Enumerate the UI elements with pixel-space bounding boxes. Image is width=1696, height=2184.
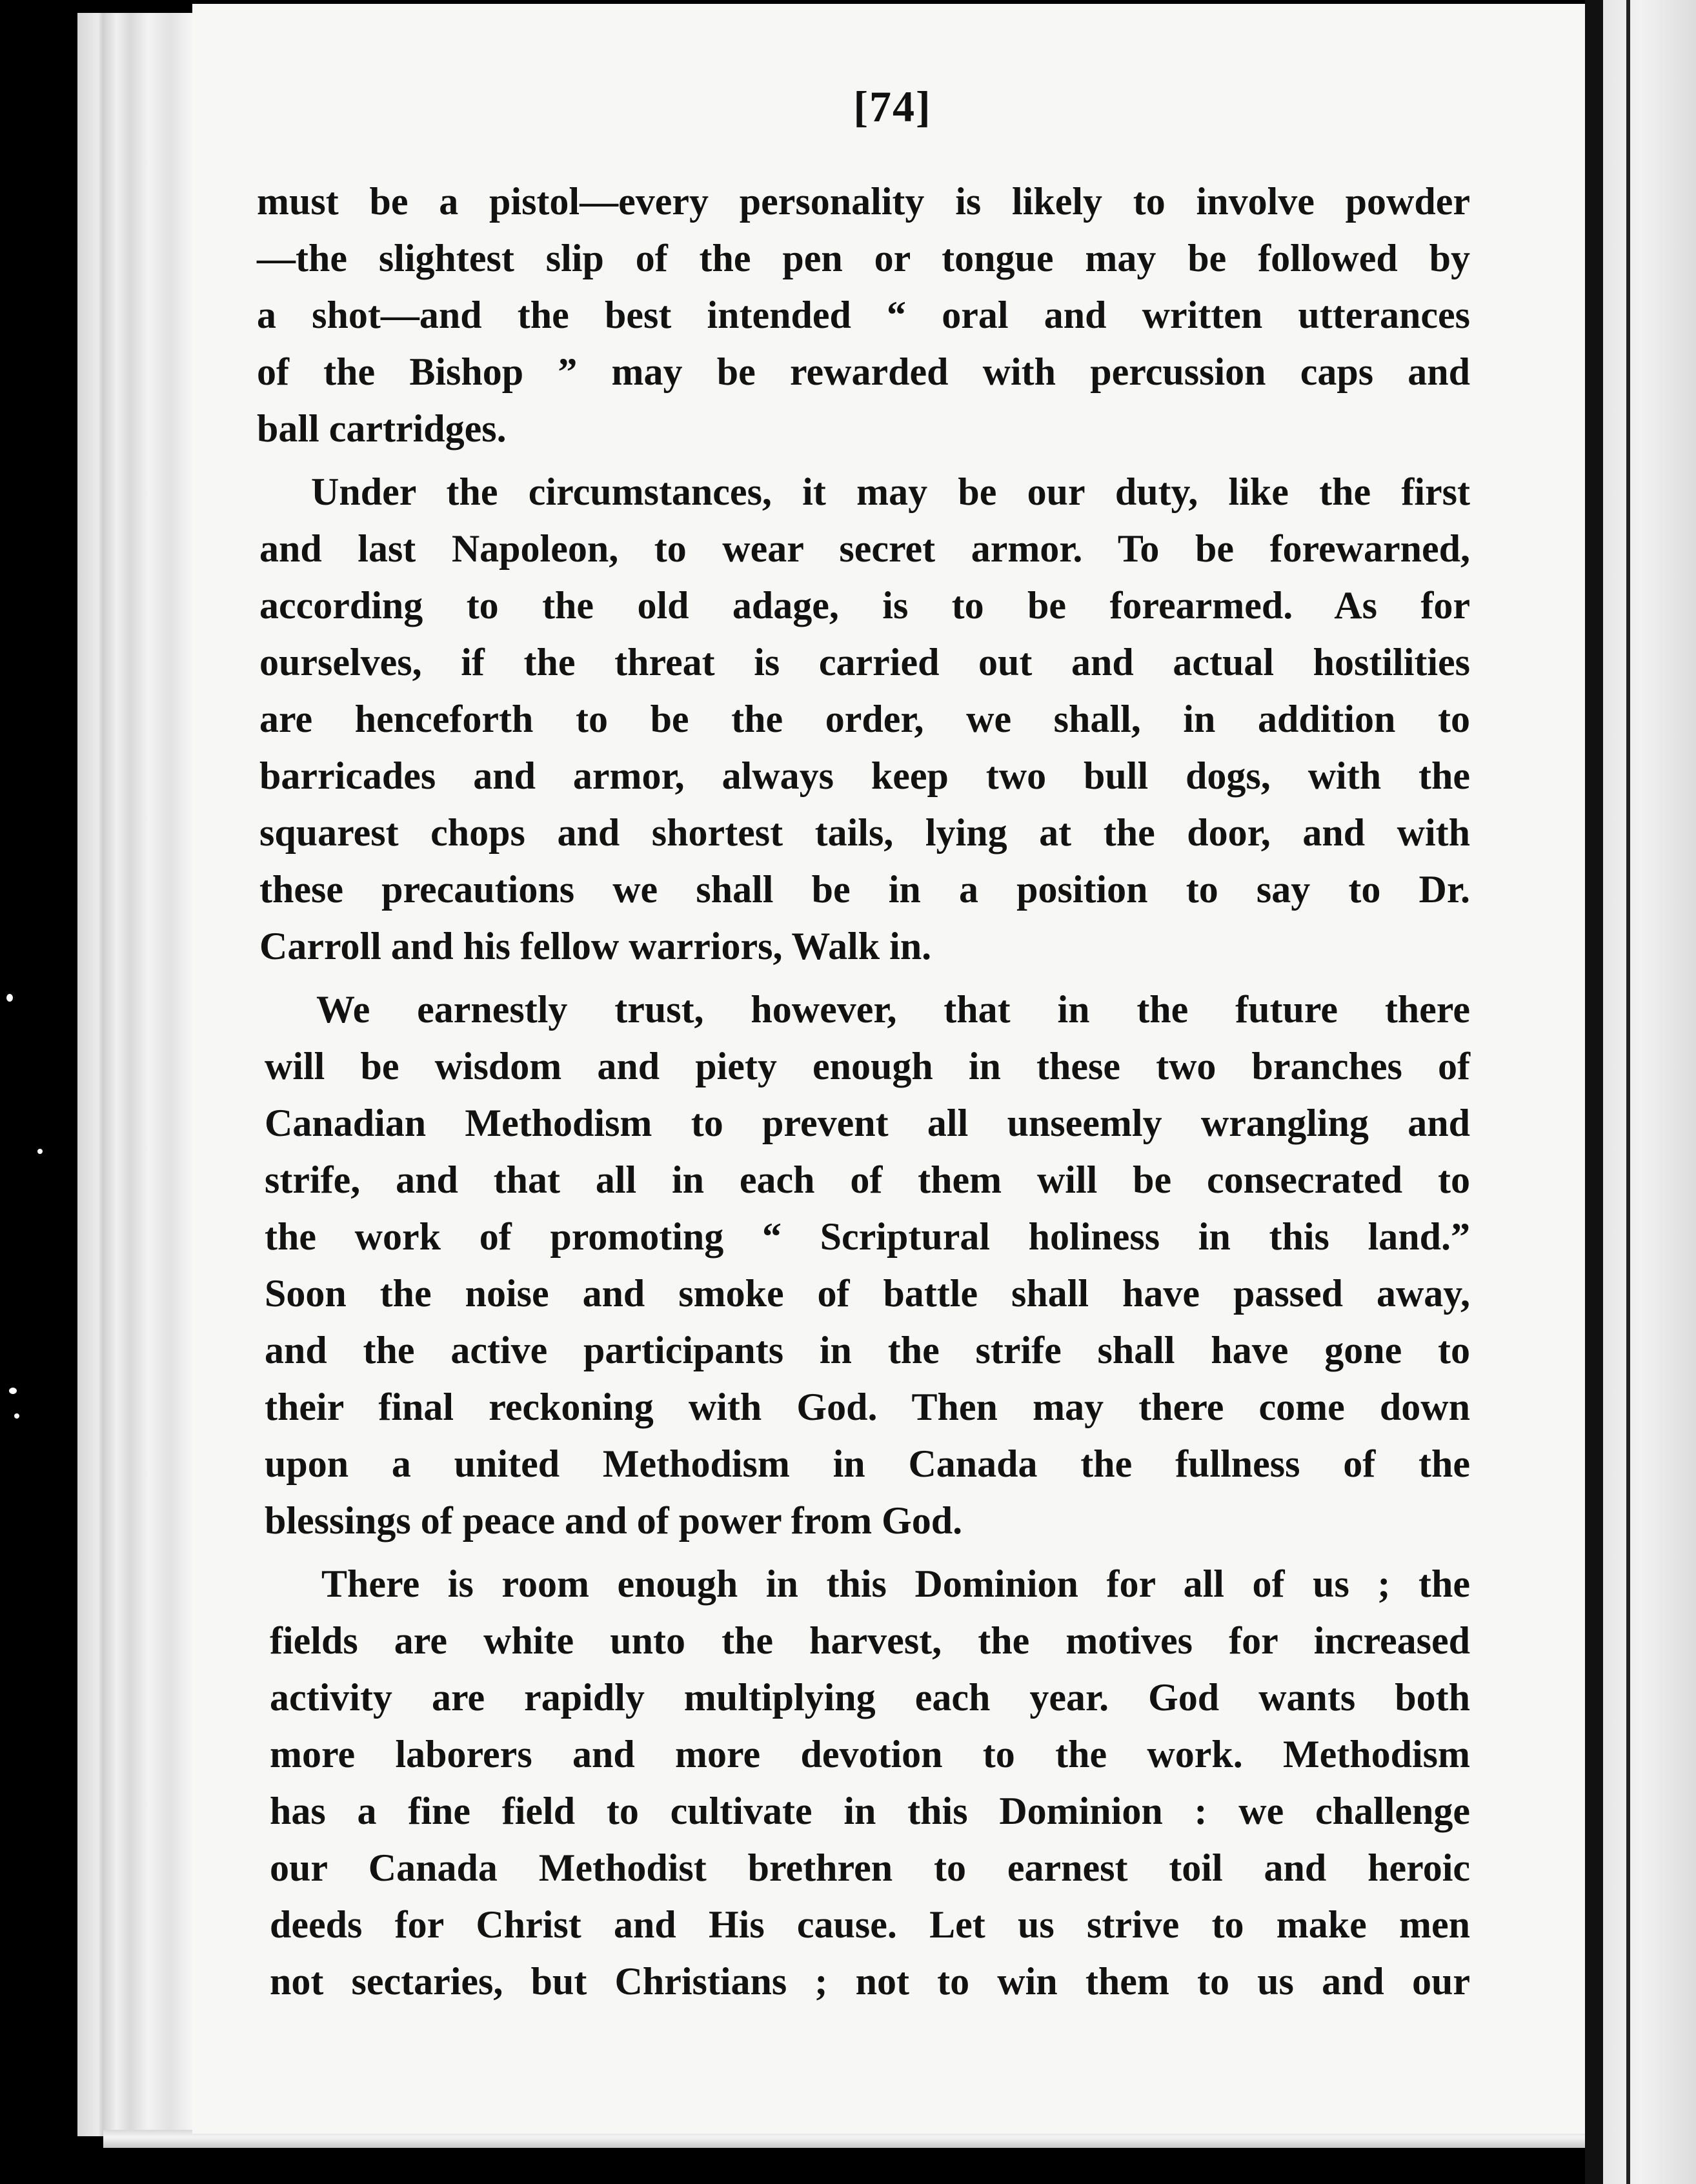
text-line: Under the circumstances, it may be our duty, like the first bbox=[311, 470, 1470, 513]
text-line: activity are rapidly multiplying each year. God wants both bbox=[270, 1676, 1470, 1719]
text-line: our Canada Methodist brethren to earnest toil and heroic bbox=[270, 1846, 1470, 1889]
paragraph bbox=[265, 981, 1470, 1549]
text-line: barricades and armor, always keep two bull dogs, with the bbox=[259, 754, 1470, 797]
text-line: Soon the noise and smoke of battle shall have passed away, bbox=[265, 1272, 1470, 1315]
text-line: We earnestly trust, however, that in the future there bbox=[316, 988, 1470, 1031]
next-page-edge bbox=[1603, 0, 1696, 2184]
text-line: these precautions we shall be in a position to say to Dr. bbox=[259, 868, 1470, 911]
text-line: of the Bishop ” may be rewarded with percussion caps and bbox=[257, 350, 1470, 393]
page-number: [74] bbox=[853, 82, 932, 131]
text-line: the work of promoting “ Scriptural holiness in this land.” bbox=[265, 1215, 1470, 1258]
text-line: a shot—and the best intended “ oral and written utterances bbox=[257, 294, 1470, 336]
text-line: are henceforth to be the order, we shall, in addition to bbox=[259, 698, 1470, 740]
text-line: Carroll and his fellow warriors, Walk in. bbox=[259, 925, 932, 967]
text-line: blessings of peace and of power from God. bbox=[265, 1499, 963, 1542]
text-line: deeds for Christ and His cause. Let us strive to make men bbox=[270, 1903, 1470, 1946]
page-body-text bbox=[257, 173, 1470, 2010]
text-line: will be wisdom and piety enough in these two branches of bbox=[265, 1045, 1470, 1087]
paragraph bbox=[270, 1555, 1470, 2010]
text-line: more laborers and more devotion to the work. Methodism bbox=[270, 1733, 1470, 1775]
scan-speck bbox=[14, 1413, 19, 1419]
text-line: their final reckoning with God. Then may there come down bbox=[265, 1386, 1470, 1428]
scan-left-margin bbox=[0, 0, 77, 2184]
text-line: ourselves, if the threat is carried out and actual hostilities bbox=[259, 641, 1470, 683]
page-edge-stack bbox=[77, 13, 192, 2136]
text-line: There is room enough in this Dominion for all of us ; the bbox=[321, 1562, 1470, 1605]
text-line: and the active participants in the strife shall have gone to bbox=[265, 1329, 1470, 1371]
text-line: upon a united Methodism in Canada the fullness of the bbox=[265, 1442, 1470, 1485]
text-line: Canadian Methodism to prevent all unseemly wrangling and bbox=[265, 1102, 1470, 1144]
scan-speck bbox=[9, 1388, 17, 1394]
next-page-shadow-line bbox=[1626, 0, 1630, 2184]
text-line: squarest chops and shortest tails, lying at the door, and with bbox=[259, 811, 1470, 854]
scan-speck bbox=[37, 1149, 43, 1154]
text-line: and last Napoleon, to wear secret armor. To be forewarned, bbox=[259, 527, 1470, 570]
text-line: strife, and that all in each of them will be consecrated to bbox=[265, 1158, 1470, 1201]
text-line: has a fine field to cultivate in this Dominion : we challenge bbox=[270, 1790, 1470, 1832]
paragraph bbox=[259, 463, 1470, 975]
text-line: according to the old adage, is to be forearmed. As for bbox=[259, 584, 1470, 627]
book-page bbox=[192, 4, 1593, 2134]
text-line: —the slightest slip of the pen or tongue may be followed by bbox=[257, 237, 1470, 279]
paragraph bbox=[257, 173, 1470, 457]
book-gutter bbox=[1585, 0, 1603, 2184]
text-line: not sectaries, but Christians ; not to win them to us and our bbox=[270, 1960, 1470, 2003]
text-line: ball cartridges. bbox=[257, 407, 507, 450]
text-line: fields are white unto the harvest, the motives for increased bbox=[270, 1619, 1470, 1662]
text-line: must be a pistol—every personality is likely to involve powder bbox=[257, 180, 1470, 223]
scan-speck bbox=[6, 994, 13, 1002]
